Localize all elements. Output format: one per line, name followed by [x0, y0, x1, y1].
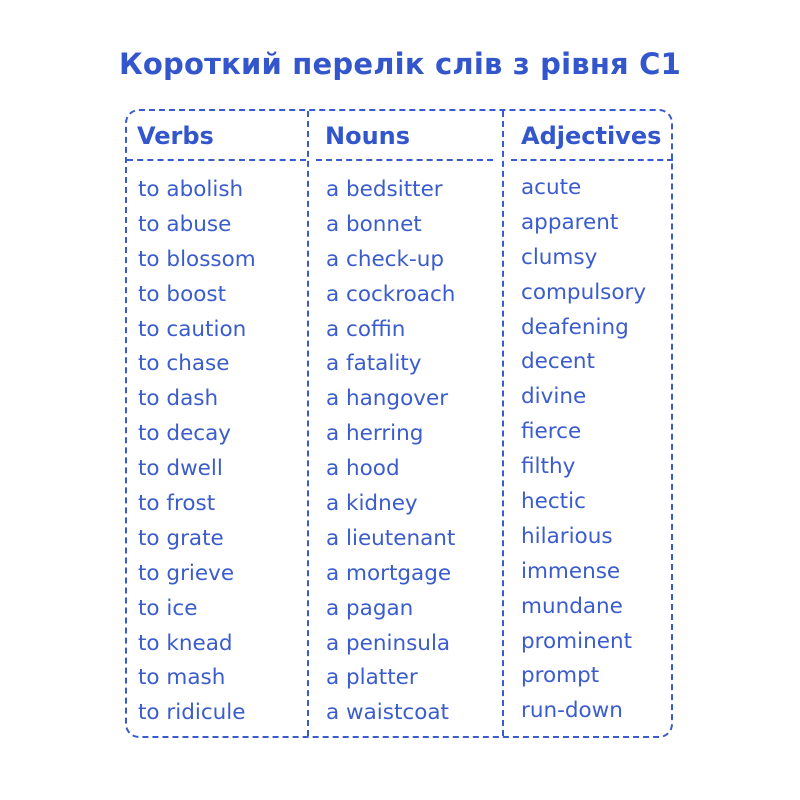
word-item: compulsory [521, 279, 647, 305]
verbs-list [138, 174, 256, 732]
word-item: a waistcoat [326, 700, 449, 726]
word-item: a pagan [326, 595, 414, 621]
word-item: divine [521, 384, 587, 410]
word-item: a bonnet [326, 211, 422, 237]
word-item: fierce [521, 419, 582, 445]
word-item: a cockroach [326, 281, 456, 307]
word-item: to caution [138, 316, 247, 342]
word-item: a herring [326, 421, 424, 447]
nouns-column-header: Nouns [325, 122, 411, 150]
verbs-column-header: Verbs [137, 122, 214, 150]
word-item: a bedsitter [326, 177, 443, 202]
word-item: to grate [138, 525, 224, 551]
column-divider [307, 111, 309, 736]
word-item: to ridicule [138, 700, 246, 726]
adjectives-list [521, 172, 646, 730]
word-item: to ice [138, 595, 198, 621]
word-item: prompt [521, 663, 600, 689]
word-item: clumsy [521, 244, 598, 270]
word-item: to chase [138, 351, 230, 377]
word-item: deafening [521, 314, 629, 340]
word-item: acute [521, 175, 582, 200]
word-item: a platter [326, 665, 418, 691]
header-divider [316, 159, 493, 161]
column-divider [502, 111, 504, 736]
word-item: to abuse [138, 211, 232, 237]
word-item: a mortgage [326, 560, 452, 586]
word-item: a kidney [326, 491, 418, 517]
word-item: a coffin [326, 316, 406, 342]
word-item: a hangover [326, 386, 449, 412]
word-item: apparent [521, 209, 619, 235]
word-item: a peninsula [326, 630, 451, 656]
word-item: run-down [521, 698, 623, 724]
word-item: hectic [521, 489, 586, 515]
word-item: a hood [326, 456, 400, 482]
word-item: filthy [521, 454, 576, 480]
word-item: to frost [138, 491, 216, 517]
word-item: to mash [138, 665, 226, 691]
word-item: to knead [138, 630, 233, 656]
word-item: to abolish [138, 177, 244, 202]
word-item: to boost [138, 281, 227, 307]
word-item: to dash [138, 386, 219, 412]
word-item: to grieve [138, 560, 235, 586]
word-item: hilarious [521, 523, 613, 549]
adjectives-column-header: Adjectives [521, 122, 662, 150]
nouns-list [326, 174, 455, 732]
word-item: prominent [521, 628, 632, 654]
word-item: a fatality [326, 351, 422, 377]
word-item: to blossom [138, 246, 256, 272]
word-table [125, 109, 673, 738]
header-divider [511, 159, 673, 161]
word-item: a check-up [326, 246, 444, 272]
word-item: a lieutenant [326, 525, 456, 551]
page-title: Короткий перелік слів з рівня С1 [118, 47, 682, 81]
word-item: decent [521, 349, 595, 375]
word-item: to dwell [138, 456, 223, 482]
header-divider [127, 159, 306, 161]
word-item: mundane [521, 593, 623, 619]
word-item: to decay [138, 421, 232, 447]
word-item: immense [521, 558, 621, 584]
